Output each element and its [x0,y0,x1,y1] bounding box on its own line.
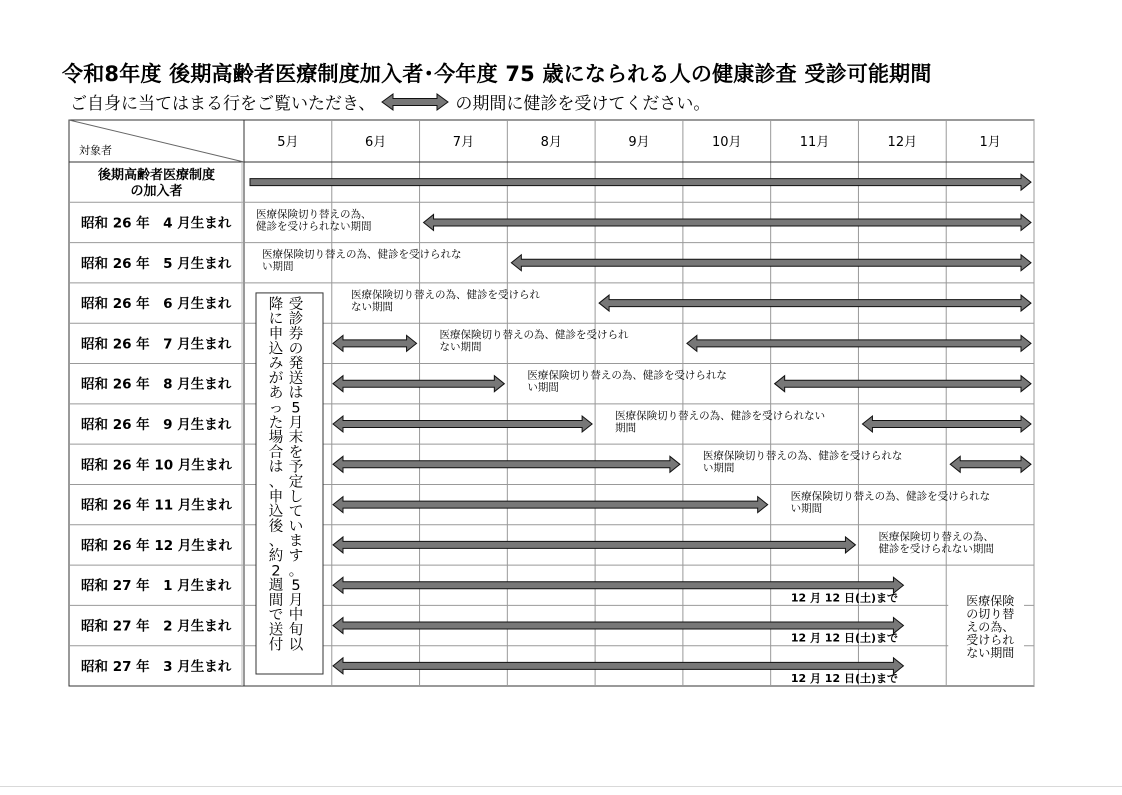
svg-text:い期間: い期間 [790,502,823,515]
shipping-notice-char: 券 [288,326,304,343]
row-label: 昭和 26 年 6 月生まれ [81,296,232,313]
shipping-notice-char: 合 [268,444,284,461]
period-arrow [599,295,1031,311]
svg-text:医療保険切り替えの為、健診を受けられな: 医療保険切り替えの為、健診を受けられな [702,450,903,463]
shipping-notice-char: 5 [291,578,301,595]
svg-text:の切り替: の切り替 [966,607,1015,622]
subtitle-after: の期間に健診を受けてください。 [455,94,711,114]
excluded-period-note [791,489,991,514]
shipping-notice-char: 降 [268,296,284,313]
row-label: 昭和 26 年 9 月生まれ [81,417,232,433]
svg-text:の加入者: の加入者 [130,184,183,200]
excluded-period-note [615,409,825,434]
svg-text:期間: 期間 [615,421,637,434]
period-arrow [333,537,855,553]
shipping-notice-char: 月 [288,415,304,432]
shipping-notice-char: 場 [268,430,284,447]
shipping-notice-char: ま [288,533,304,550]
svg-text:ない期間: ない期間 [966,646,1015,661]
shipping-notice-char: 診 [288,311,304,328]
month-header: 1月 [979,135,1001,150]
svg-text:い期間: い期間 [527,381,559,394]
svg-text:健診を受けられない期間: 健診を受けられない期間 [878,542,994,555]
excluded-period-note [256,207,372,232]
shipping-notice-char: 込 [268,504,284,521]
excluded-period-note [262,248,462,273]
svg-text:ない期間: ない期間 [439,341,482,354]
svg-text:健診を受けられない期間: 健診を受けられない期間 [256,220,372,233]
svg-text:えの為、: えの為、 [966,620,1015,635]
month-header: 12月 [887,135,918,150]
excluded-period-note [527,369,727,394]
shipping-notice-char: 送 [268,622,284,639]
row-label: 昭和 26 年 5 月生まれ [81,255,232,272]
svg-text:い期間: い期間 [702,462,735,475]
subtitle-before: ご自身に当てはまる行をご覧いただき、 [70,94,376,114]
row-label: 昭和 27 年 1 月生まれ [81,578,232,595]
month-header: 8月 [540,135,562,150]
month-header: 10月 [712,135,742,150]
shipping-notice-char: し [288,489,304,506]
shipping-notice-char: 付 [268,637,284,654]
deadline-label: 12 月 12 日(土)まで [790,631,899,645]
shipping-notice-char: 申 [268,326,284,343]
shipping-notice-char: 月 [288,592,304,609]
shipping-notice-char: 受 [288,296,304,313]
svg-text:医療保険切り替えの為、健診を受けられな: 医療保険切り替えの為、健診を受けられな [262,248,462,261]
shipping-notice-char: 2 [271,563,281,580]
shipping-notice-char: 定 [288,474,304,491]
excluded-period-note [878,530,994,555]
page-bottom-rule [0,786,1122,787]
shipping-notice-char: は [268,459,284,476]
row-label: 昭和 27 年 3 月生まれ [81,658,232,675]
shipping-notice-char: 旬 [288,622,304,639]
svg-text:医療保険切り替えの為、健診を受けられな: 医療保険切り替えの為、健診を受けられな [527,369,727,382]
shipping-notice-char: 、 [268,474,284,491]
period-arrow [333,335,417,351]
shipping-notice-char: て [288,504,304,521]
period-arrow [333,376,504,392]
svg-text:医療保険切り替えの為、健診を受けられない: 医療保険切り替えの為、健診を受けられない [615,409,826,422]
svg-text:医療保険: 医療保険 [966,594,1015,609]
row-label: 昭和 26 年 4 月生まれ [81,215,232,232]
row-label: 昭和 26 年 12 月生まれ [81,537,232,554]
shipping-notice-char: 申 [268,489,284,506]
shipping-notice-char: あ [268,385,284,402]
svg-text:医療保険切り替えの為、: 医療保険切り替えの為、 [256,208,372,221]
row-label: 昭和 26 年 8 月生まれ [81,376,232,393]
shipping-notice-char: 末 [288,430,304,447]
deadline-label: 12 月 12 日(土)まで [790,672,899,685]
shipping-notice-char: 予 [288,459,304,476]
shipping-notice-char: 以 [288,637,304,654]
excluded-period-note [440,328,629,353]
shipping-notice-char: 。 [288,563,304,580]
page-title: 令和8年度 後期高齢者医療制度加入者･今年度 75 歳になられる人の健康診査 受診可能期間 [62,62,932,86]
svg-text:後期高齢者医療制度: 後期高齢者医療制度 [97,168,216,184]
deadline-label: 12 月 12 日(土)まで [790,591,899,605]
shipping-notice-char: は [288,385,304,402]
svg-text:医療保険切り替えの為、健診を受けられな: 医療保険切り替えの為、健診を受けられな [790,490,991,503]
period-arrow [775,376,1031,392]
shipping-notice-char: す [288,548,304,565]
shipping-notice-char: 5 [291,400,301,417]
excluded-period-note [351,288,540,313]
period-arrow [424,214,1031,230]
shipping-notice-char: 約 [268,548,284,565]
svg-text:医療保険切り替えの為、健診を受けられ: 医療保険切り替えの為、健診を受けられ [351,288,540,301]
month-header: 9月 [628,135,650,150]
shipping-notice-char: に [268,311,284,328]
svg-text:い期間: い期間 [262,260,294,273]
shipping-notice-char: 後 [268,518,284,535]
shipping-notice-char: を [288,444,304,461]
shipping-notice-char: で [268,607,284,624]
period-arrow [333,497,768,513]
month-header: 6月 [365,135,387,150]
row-label: 昭和 26 年 10 月生まれ [81,457,232,474]
row-label: 昭和 27 年 2 月生まれ [81,618,232,635]
corner-label: 対象者 [79,144,112,157]
svg-text:ない期間: ない期間 [351,300,393,313]
shipping-notice-char: 、 [268,533,284,550]
shipping-notice-char: 中 [288,607,304,624]
month-header: 11月 [799,135,830,150]
row-label [97,167,215,199]
svg-text:受けられ: 受けられ [966,633,1015,648]
shipping-notice-char: 間 [268,592,284,609]
shipping-notice-char: み [268,356,284,373]
shipping-notice-char: た [268,415,284,432]
svg-text:医療保険切り替えの為、健診を受けられ: 医療保険切り替えの為、健診を受けられ [439,329,629,342]
shipping-notice-char: 込 [268,341,284,358]
shipping-notice-char: 週 [268,578,284,595]
shipping-notice-char: 送 [288,370,304,387]
svg-text:医療保険切り替えの為、: 医療保険切り替えの為、 [878,530,994,543]
row-label: 昭和 26 年 7 月生まれ [81,336,232,353]
period-arrow [950,456,1031,472]
shipping-notice-char: の [288,341,304,358]
month-header: 5月 [277,135,299,150]
period-arrow [250,174,1031,190]
period-arrow [333,416,592,432]
late-period-note [966,594,1014,660]
shipping-notice-char: 発 [288,356,304,373]
month-header: 7月 [452,135,475,150]
period-arrow [333,456,680,472]
shipping-notice-char: い [288,518,304,535]
shipping-notice-char: が [268,370,284,387]
shipping-notice-char: っ [268,400,284,417]
excluded-period-note [703,449,903,474]
row-label: 昭和 26 年 11 月生まれ [81,497,232,514]
